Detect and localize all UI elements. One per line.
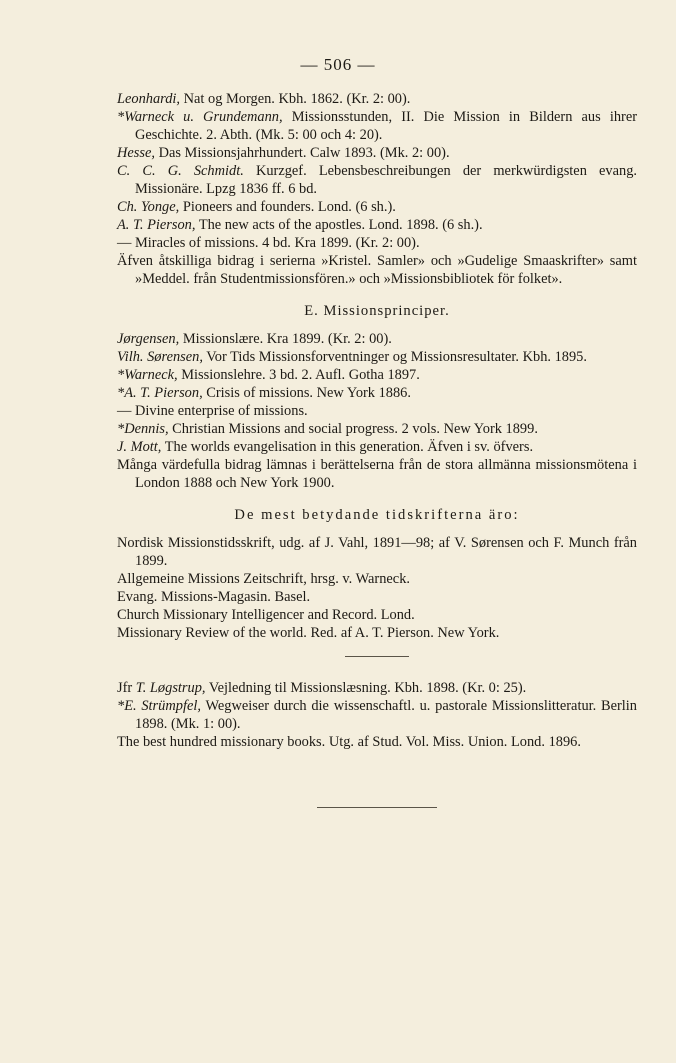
bibliography-entry: Jfr T. Løgstrup, Vejledning til Missionslæsning. Kbh. 1898. (Kr. 0: 25).: [117, 680, 527, 696]
bibliography-entry: — Divine enterprise of missions.: [117, 403, 308, 419]
section-heading-periodicals: De mest betydande tidskrifterna äro:: [234, 507, 520, 523]
bibliography-entry: J. Mott, The worlds evangelisation in this generation. Äfven i sv. öfvers.: [117, 439, 534, 455]
bibliography-entry: Church Missionary Intelligencer and Record. Lond.: [117, 607, 415, 623]
bibliography-block-2: [117, 330, 637, 492]
bibliography-entry: Hesse, Das Missionsjahrhundert. Calw 1893. (Mk. 2: 00).: [117, 145, 450, 161]
bibliography-block-1: [117, 90, 637, 288]
bibliography-entry: Vilh. Sørensen, Vor Tids Missionsforventninger og Missionsresultater. Kbh. 1895.: [117, 349, 587, 365]
section-heading-e: E. Missionsprinciper.: [304, 303, 450, 319]
separator-rule: [345, 656, 409, 657]
bibliography-block-4: [117, 679, 637, 751]
bibliography-entry: *A. T. Pierson, Crisis of missions. New York 1886.: [117, 385, 411, 401]
bibliography: [117, 90, 637, 808]
bibliography-entry: Jørgensen, Missionslære. Kra 1899. (Kr. 2: 00).: [117, 331, 392, 347]
bibliography-entry: *Warneck, Missionslehre. 3 bd. 2. Aufl. Gotha 1897.: [117, 367, 420, 383]
bibliography-entry: Leonhardi, Nat og Morgen. Kbh. 1862. (Kr. 2: 00).: [117, 91, 411, 107]
bibliography-entry: C. C. G. Schmidt. Kurzgef. Lebensbeschreibungen der merkwürdigsten evang. Missionäre. Lpzg 1836 ff. 6 bd.: [117, 163, 637, 197]
bibliography-entry: Nordisk Missionstidsskrift, udg. af J. Vahl, 1891—98; af V. Sørensen och F. Munch från 1899.: [117, 535, 637, 569]
periodicals-list: [117, 534, 637, 642]
bibliography-entry: A. T. Pierson, The new acts of the apostles. Lond. 1898. (6 sh.).: [117, 217, 483, 233]
bibliography-entry: Evang. Missions-Magasin. Basel.: [117, 589, 311, 605]
bibliography-entry: *Dennis, Christian Missions and social progress. 2 vols. New York 1899.: [117, 421, 538, 437]
bibliography-entry: The best hundred missionary books. Utg. af Stud. Vol. Miss. Union. Lond. 1896.: [117, 734, 581, 750]
bibliography-entry: Många värdefulla bidrag lämnas i berättelserna från de stora allmänna missionsmötena i London 1888 och New York 1900.: [117, 457, 637, 491]
bibliography-entry: *E. Strümpfel, Wegweiser durch die wissenschaftl. u. pastorale Missionslitteratur. Berlin 1898. (Mk. 1: 00).: [117, 698, 637, 732]
bibliography-entry: Ch. Yonge, Pioneers and founders. Lond. (6 sh.).: [117, 199, 396, 215]
page-number: — 506 —: [300, 55, 376, 74]
bibliography-entry: — Miracles of missions. 4 bd. Kra 1899. (Kr. 2: 00).: [117, 235, 420, 251]
bibliography-entry: Missionary Review of the world. Red. af A. T. Pierson. New York.: [117, 625, 500, 641]
bibliography-entry: Allgemeine Missions Zeitschrift, hrsg. v. Warneck.: [117, 571, 410, 587]
end-rule: [317, 807, 437, 808]
bibliography-entry: *Warneck u. Grundemann, Missionsstunden, II. Die Mission in Bildern aus ihrer Geschichte. 2. Abth. (Mk. 5: 00 och 4: 20).: [117, 109, 638, 143]
bibliography-entry: Äfven åtskilliga bidrag i serierna »Kristel. Samler» och »Gudelige Smaaskrifter» samt »Meddel. från Studentmissionsfören.» och »Missionsbibliotek för folket».: [117, 253, 637, 287]
